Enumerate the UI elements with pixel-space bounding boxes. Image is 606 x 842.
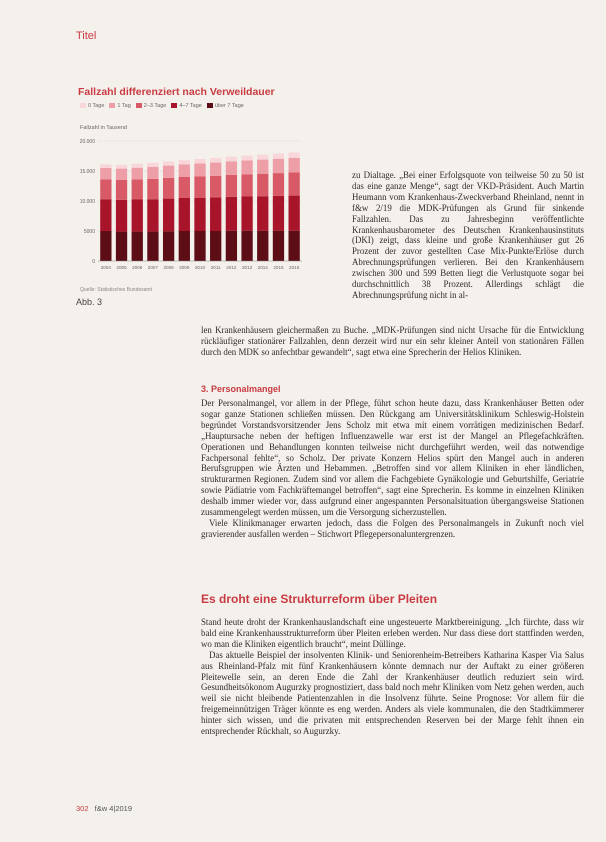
bar-segment xyxy=(257,174,268,197)
legend-item xyxy=(136,102,167,110)
bar-segment xyxy=(273,154,284,159)
legend-item xyxy=(171,102,202,110)
x-tick-label: 2015 xyxy=(273,265,284,270)
bar-segment xyxy=(179,177,190,198)
body-paragraph: Viele Klinikmanager erwarten jedoch, dass die Folgen des Personalmangels in Zukunft noch viel gravierender ausfallen werden – Stichwort Pflegepersonaluntergrenzen. xyxy=(201,517,584,539)
bar-segment xyxy=(273,159,284,173)
bar-segment xyxy=(116,180,127,200)
chart-title: Fallzahl differenziert nach Verweildauer xyxy=(78,86,275,98)
bar-segment xyxy=(100,179,111,199)
bar-segment xyxy=(100,231,111,261)
bar-segment xyxy=(289,196,300,231)
body-paragraph: Stand heute droht der Krankenhauslandschaft eine ungesteuerte Marktbereinigung. „Ich fürchte, dass wir bald eine Krankenhausstrukturreform über Pleiten erleben werden. Nur dass diese dort stattfinden werden, wo man die Kliniken eigentlich braucht“, meint Düllinge. xyxy=(201,617,584,649)
bar-segment xyxy=(132,164,143,168)
stacked-bar-chart xyxy=(76,133,306,285)
bar-segment xyxy=(226,197,237,231)
x-tick-label: 2007 xyxy=(147,265,159,270)
page-footer xyxy=(76,804,132,813)
x-tick-label: 2005 xyxy=(116,265,127,270)
bar-segment xyxy=(210,231,221,261)
legend-label: 0 Tage xyxy=(88,103,105,109)
bar-segment xyxy=(163,161,174,165)
legend-swatch xyxy=(109,103,115,108)
bar-segment xyxy=(100,168,111,179)
bar-segment xyxy=(100,199,111,231)
bar-segment xyxy=(257,160,268,174)
figure-label: Abb. 3 xyxy=(76,297,103,307)
legend-label: über 7 Tage xyxy=(214,103,244,109)
bar-segment xyxy=(226,175,237,197)
body-text-block-one xyxy=(201,325,584,358)
x-tick-label: 2004 xyxy=(100,265,111,270)
y-tick-label: 0 xyxy=(92,259,95,265)
bar-segment xyxy=(132,179,143,199)
bar-segment xyxy=(289,153,300,158)
legend-item xyxy=(80,102,104,110)
bar-segment xyxy=(194,176,205,197)
bar-segment xyxy=(289,231,300,261)
bar-segment xyxy=(273,231,284,261)
legend-item xyxy=(207,102,244,110)
bar-segment xyxy=(147,199,158,231)
bar-segment xyxy=(132,200,143,232)
bar-segment xyxy=(241,174,252,196)
bar-segment xyxy=(210,163,221,176)
bar-segment xyxy=(194,159,205,164)
y-tick-label: 15.000 xyxy=(79,169,95,175)
page-number: 302 xyxy=(76,804,89,813)
x-tick-label: 2014 xyxy=(257,265,268,270)
body-text-block-three xyxy=(201,617,584,737)
bar-segment xyxy=(210,197,221,231)
legend-swatch xyxy=(207,103,213,108)
body-text-block-two xyxy=(201,398,584,540)
bar-segment xyxy=(226,231,237,261)
bar-segment xyxy=(289,173,300,196)
bar-segment xyxy=(163,199,174,232)
bar-segment xyxy=(147,167,158,179)
y-tick-label: 5000 xyxy=(83,229,95,235)
bar-segment xyxy=(226,157,237,162)
x-tick-label: 2010 xyxy=(194,265,206,270)
legend-label: 1 Tag xyxy=(117,103,131,109)
x-tick-label: 2008 xyxy=(163,265,174,270)
bar-segment xyxy=(163,166,174,178)
bar-segment xyxy=(241,231,252,261)
chart-source: Quelle: Statistisches Bundesamt xyxy=(80,287,152,293)
bar-segment xyxy=(132,232,143,261)
legend-label: 4–7 Tage xyxy=(179,103,202,109)
x-tick-label: 2013 xyxy=(241,265,253,270)
legend-label: 2–3 Tage xyxy=(143,103,167,109)
bar-segment xyxy=(194,231,205,261)
x-tick-label: 2012 xyxy=(226,265,237,270)
issue-label: f&w 4|2019 xyxy=(94,804,132,813)
subheading-personalmangel: 3. Personalmangel xyxy=(201,384,281,394)
bar-segment xyxy=(226,161,237,175)
bar-segment xyxy=(163,231,174,261)
bar-segment xyxy=(147,179,158,199)
bar-segment xyxy=(147,232,158,261)
bar-segment xyxy=(241,156,252,161)
bar-segment xyxy=(257,155,268,160)
bar-segment xyxy=(179,231,190,261)
y-tick-label: 20.000 xyxy=(79,139,95,145)
body-paragraph: len Krankenhäusern gleichermaßen zu Buche. „MDK-Prüfungen sind nicht Ursache für die Entwicklung rückläufiger stationärer Fallzahlen, denn derzeit wird nur ein sehr kleiner Anteil von stationären Fällen durch den MDK so anfechtbar gewandelt“, sagt etwa eine Sprecherin der Helios Kliniken. xyxy=(201,325,584,357)
bar-segment xyxy=(147,163,158,167)
x-tick-label: 2009 xyxy=(179,265,190,270)
legend-swatch xyxy=(136,103,142,108)
bar-segment xyxy=(289,158,300,173)
bar-segment xyxy=(132,168,143,180)
bar-segment xyxy=(116,169,127,180)
bar-segment xyxy=(210,158,221,163)
chart-legend xyxy=(80,102,318,110)
bar-segment xyxy=(179,160,190,164)
bar-segment xyxy=(100,164,111,168)
section-heading-strukturreform: Es droht eine Strukturreform über Pleiten xyxy=(201,592,438,606)
body-paragraph: Das aktuelle Beispiel der insolventen Klinik- und Seniorenheim-Betreibers Katharina Kasper Via Salus aus Rheinland-Pfalz mit fünf Krankenhäusern könnte demnach nur der Auftakt zu einer größeren Pleitewelle sein, an deren Ende die Zahl der Krankenhäuser deutlich reduziert sein wird. Gesundheitsökonom Augurzky prognostiziert, dass bald noch mehr Kliniken vom Netz gehen werden, auch weil sie nicht bleibende Patientenzahlen in die Insolvenz führte. Seine Prognose: Vor allem für die freigemeinnützigen Träger könnte es eng werden. Anders als viele kommunalen, die den Stadtkämmerer hinter sich wissen, und die privaten mit entsprechenden Reserven bei der Marge fehlt ihnen ein entsprechender Rückhalt, so Augurzky. xyxy=(201,649,584,737)
legend-item xyxy=(109,102,130,110)
y-tick-label: 10.000 xyxy=(79,199,95,205)
bar-segment xyxy=(194,164,205,177)
bar-segment xyxy=(273,173,284,196)
right-column-text xyxy=(352,170,584,301)
bar-segment xyxy=(179,164,190,177)
chart-y-unit: Fallzahl in Tausend xyxy=(80,125,127,131)
bar-segment xyxy=(116,200,127,232)
bar-segment xyxy=(179,198,190,231)
bar-segment xyxy=(257,231,268,261)
bar-segment xyxy=(194,198,205,231)
bar-segment xyxy=(273,196,284,231)
x-tick-label: 2006 xyxy=(132,265,143,270)
bar-segment xyxy=(163,178,174,199)
body-paragraph: Der Personalmangel, vor allem in der Pflege, führt schon heute dazu, dass Krankenhäuser Betten oder sogar ganze Stationen schließen müssen. Den Rückgang am Universitätsklinikum Schleswig-Holstein begründet Vorstandsvorsitzender Jens Scholz mit etwa mit einem vorrätigen medizinischen Bedarf. „Hauptursache neben der heftigen Influenzawelle war erst ist der Mangel an Pflegefachkräften. Operationen und Behandlungen konnten teilweise nicht durchgeführt werden, weil das notwendige Fachpersonal fehlte“, so Scholz. Der private Konzern Helios spürt den Mangel auch in anderen Berufsgruppen wie Ärzten und Hebammen. „Betroffen sind vor allem Kliniken in eher ländlichen, strukturarmen Regionen. Zudem sind vor allem die Fachgebiete Gynäkologie und Geburtshilfe, Geriatrie sowie Pädiatrie vom Fachkräftemangel betroffen“, sagt eine Sprecherin. Es komme in einzelnen Kliniken deshalb immer wieder vor, dass aufgrund einer angespannten Personalsituation übergangsweise Stationen zusammengelegt werden müssen, um die Versorgung sicherzustellen. xyxy=(201,398,584,518)
bar-segment xyxy=(241,197,252,231)
bar-segment xyxy=(116,232,127,261)
bar-segment xyxy=(210,176,221,198)
bar-segment xyxy=(116,165,127,169)
bar-segment xyxy=(241,161,252,175)
right-column-paragraph: zu Dialtage. „Bei einer Erfolgsquote von teilweise 50 zu 50 ist das eine ganze Menge“, sagt der VKD-Präsident. Auch Martin Heumann vom Krankenhaus-Zweckverband Rheinland, nennt in f&w 2/19 die MDK-Prüfungen als Grund für sinkende Fallzahlen. Das zu Jahresbeginn veröffentlichte Krankenhausbarometer des Deutschen Krankenhausinstituts (DKI) zeigt, dass kleine und große Krankenhäuser gut 26 Prozent der zuvor gestellten Case Mix-Punkte/Erlöse durch Abrechnungsprüfungen verlieren. Bei den Krankenhäusern zwischen 300 und 599 Betten liegt die Verlustquote sogar bei durchschnittlich 38 Prozent. Allerdings schlägt die Abrechnungsprüfung nicht in al- xyxy=(352,170,584,300)
x-tick-label: 2016 xyxy=(289,265,300,270)
section-label: Titel xyxy=(76,30,97,42)
x-tick-label: 2011 xyxy=(210,265,221,270)
bar-segment xyxy=(257,196,268,231)
legend-swatch xyxy=(171,103,177,108)
legend-swatch xyxy=(80,103,86,108)
